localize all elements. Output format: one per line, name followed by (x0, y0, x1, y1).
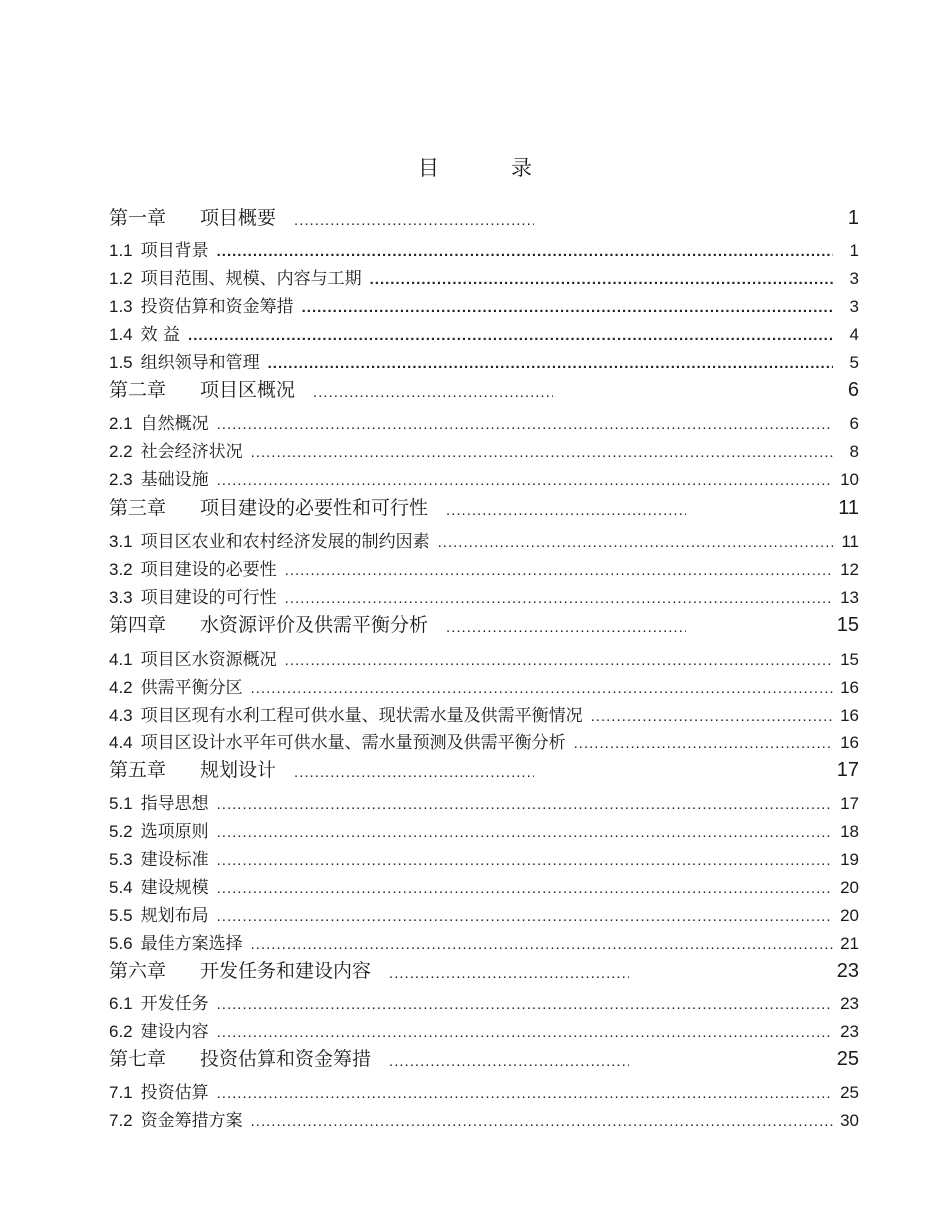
dot-leader (285, 592, 833, 608)
page-number: 18 (840, 822, 859, 841)
dot-leader (389, 967, 629, 983)
page-number: 1 (849, 241, 859, 260)
toc-section-entry[interactable] (109, 526, 859, 552)
page-number: 4 (849, 325, 859, 344)
entry-number: 5.3 (109, 850, 133, 869)
entry-number: 5.6 (109, 934, 133, 953)
dot-leader (438, 536, 833, 552)
page-number: 25 (836, 1048, 859, 1070)
entry-title: 项目区概况 (200, 379, 296, 401)
entry-number: 5.5 (109, 906, 133, 925)
page-number: 25 (840, 1083, 859, 1102)
dot-leader (251, 446, 833, 462)
entry-number: 7.1 (109, 1083, 133, 1102)
toc-section-entry[interactable] (109, 436, 859, 462)
page-number: 19 (840, 850, 859, 869)
entry-number: 3.3 (109, 588, 133, 607)
entry-number: 第六章 (109, 960, 167, 982)
toc-section-entry[interactable] (109, 700, 859, 726)
entry-title: 选项原则 (140, 822, 209, 842)
entry-number: 1.3 (109, 297, 133, 316)
page-number: 6 (847, 379, 859, 401)
toc-section-entry[interactable] (109, 347, 859, 373)
entry-title: 指导思想 (140, 794, 209, 814)
entry-title: 基础设施 (140, 470, 209, 490)
dot-leader (188, 329, 833, 345)
dot-leader (446, 621, 686, 637)
page-number: 11 (841, 532, 859, 551)
entry-number: 5.2 (109, 822, 133, 841)
entry-number: 第七章 (109, 1048, 167, 1070)
toc-title-right: 录 (511, 156, 532, 180)
toc-section-entry[interactable] (109, 291, 859, 317)
entry-number: 第二章 (109, 379, 167, 401)
entry-title: 开发任务 (140, 994, 209, 1014)
page-number: 12 (840, 560, 859, 579)
toc-section-entry[interactable] (109, 816, 859, 842)
entry-number: 4.2 (109, 678, 133, 697)
entry-number: 6.1 (109, 994, 133, 1013)
entry-title: 建设规模 (140, 878, 209, 898)
entry-number: 3.2 (109, 560, 133, 579)
toc-chapter-entry[interactable] (109, 376, 859, 402)
entry-title: 资金筹措方案 (140, 1111, 243, 1131)
toc-section-entry[interactable] (109, 582, 859, 608)
entry-number: 1.2 (109, 269, 133, 288)
entry-number: 第三章 (109, 497, 167, 519)
page-number: 21 (840, 934, 859, 953)
toc-section-entry[interactable] (109, 672, 859, 698)
dot-leader (217, 418, 833, 434)
toc-chapter-entry[interactable] (109, 494, 859, 520)
page-number: 3 (849, 297, 859, 316)
page-number: 6 (849, 414, 859, 433)
page-number: 13 (840, 588, 859, 607)
entry-title: 最佳方案选择 (140, 934, 243, 954)
entry-number: 3.1 (109, 532, 133, 551)
entry-number: 第四章 (109, 614, 167, 636)
dot-leader (217, 826, 833, 842)
toc-section-entry[interactable] (109, 900, 859, 926)
entry-number: 2.1 (109, 414, 133, 433)
dot-leader (251, 1115, 833, 1131)
entry-title: 项目建设的必要性和可行性 (200, 497, 429, 519)
entry-title: 项目建设的可行性 (140, 588, 277, 608)
entry-title: 项目区现有水利工程可供水量、现状需水量及供需平衡情况 (140, 706, 583, 726)
page-number: 23 (840, 1022, 859, 1041)
page-number: 8 (849, 442, 859, 461)
dot-leader (217, 854, 833, 870)
dot-leader (285, 564, 833, 580)
entry-number: 4.3 (109, 706, 133, 725)
toc-chapter-entry[interactable] (109, 611, 859, 637)
dot-leader (217, 1087, 833, 1103)
dot-leader (591, 710, 833, 726)
entry-title: 水资源评价及供需平衡分析 (200, 614, 429, 636)
dot-leader (302, 301, 833, 317)
entry-number: 4.1 (109, 650, 133, 669)
page-number: 20 (840, 878, 859, 897)
toc-section-entry[interactable] (109, 554, 859, 580)
dot-leader (217, 1026, 833, 1042)
entry-number: 7.2 (109, 1111, 133, 1130)
toc-section-entry[interactable] (109, 928, 859, 954)
page-number: 20 (840, 906, 859, 925)
entry-number: 第一章 (109, 207, 167, 229)
entry-number: 2.3 (109, 470, 133, 489)
dot-leader (217, 474, 833, 490)
toc-section-entry[interactable] (109, 235, 859, 261)
page-number: 15 (836, 614, 859, 636)
toc-section-entry[interactable] (109, 1077, 859, 1103)
entry-title: 项目区水资源概况 (140, 650, 277, 670)
entry-title: 项目范围、规模、内容与工期 (140, 269, 362, 289)
toc-chapter-entry[interactable] (109, 1045, 859, 1071)
entry-title: 规划设计 (200, 759, 277, 781)
entry-title: 组织领导和管理 (140, 353, 260, 373)
dot-leader (285, 654, 833, 670)
page-number: 30 (840, 1111, 859, 1130)
page-number: 5 (849, 353, 859, 372)
page-number: 3 (849, 269, 859, 288)
entry-title: 投资估算和资金筹措 (140, 297, 294, 317)
entry-title: 开发任务和建设内容 (200, 960, 372, 982)
toc-title-left: 目 (418, 156, 439, 180)
dot-leader (268, 357, 833, 373)
entry-title: 自然概况 (140, 414, 209, 434)
dot-leader (294, 214, 534, 230)
entry-number: 6.2 (109, 1022, 133, 1041)
dot-leader (251, 682, 833, 698)
toc-section-entry[interactable] (109, 788, 859, 814)
page-number: 16 (840, 706, 859, 725)
entry-title: 效 益 (140, 325, 181, 345)
entry-number: 1.5 (109, 353, 133, 372)
entry-title: 供需平衡分区 (140, 678, 243, 698)
dot-leader (217, 798, 833, 814)
entry-title: 项目区设计水平年可供水量、需水量预测及供需平衡分析 (140, 733, 566, 753)
page-number: 10 (840, 470, 859, 489)
page-number: 1 (847, 207, 859, 229)
page-number: 15 (840, 650, 859, 669)
entry-number: 4.4 (109, 733, 133, 752)
dot-leader (370, 273, 833, 289)
page-number: 17 (836, 759, 859, 781)
entry-title: 建设标准 (140, 850, 209, 870)
entry-title: 项目区农业和农村经济发展的制约因素 (140, 532, 430, 552)
dot-leader (251, 938, 833, 954)
toc-title (0, 152, 950, 182)
toc-section-entry[interactable] (109, 464, 859, 490)
entry-title: 项目建设的必要性 (140, 560, 277, 580)
entry-title: 建设内容 (140, 1022, 209, 1042)
entry-title: 投资估算和资金筹措 (200, 1048, 372, 1070)
dot-leader (217, 998, 833, 1014)
entry-number: 5.4 (109, 878, 133, 897)
page-number: 16 (840, 733, 859, 752)
dot-leader (389, 1055, 629, 1071)
dot-leader (217, 882, 833, 898)
dot-leader (294, 766, 534, 782)
toc-section-entry[interactable] (109, 872, 859, 898)
page-number: 11 (838, 497, 859, 519)
entry-title: 项目背景 (140, 241, 209, 261)
dot-leader (313, 386, 553, 402)
toc-section-entry[interactable] (109, 988, 859, 1014)
dot-leader (446, 504, 686, 520)
entry-number: 5.1 (109, 794, 133, 813)
toc-chapter-entry[interactable] (109, 756, 859, 782)
entry-number: 2.2 (109, 442, 133, 461)
toc-chapter-entry[interactable] (109, 957, 859, 983)
page-number: 17 (840, 794, 859, 813)
dot-leader (217, 910, 833, 926)
page-number: 23 (836, 960, 859, 982)
entry-number: 1.4 (109, 325, 133, 344)
toc-section-entry[interactable] (109, 1105, 859, 1131)
entry-title: 项目概要 (200, 207, 277, 229)
entry-title: 投资估算 (140, 1083, 209, 1103)
entry-number: 1.1 (109, 241, 133, 260)
entry-number: 第五章 (109, 759, 167, 781)
toc-section-entry[interactable] (109, 263, 859, 289)
toc-section-entry[interactable] (109, 408, 859, 434)
toc-chapter-entry[interactable] (109, 204, 859, 230)
toc-section-entry[interactable] (109, 727, 859, 753)
dot-leader (217, 245, 833, 261)
toc-section-entry[interactable] (109, 644, 859, 670)
page-number: 16 (840, 678, 859, 697)
toc-section-entry[interactable] (109, 1016, 859, 1042)
toc-section-entry[interactable] (109, 844, 859, 870)
page-number: 23 (840, 994, 859, 1013)
toc-section-entry[interactable] (109, 319, 859, 345)
dot-leader (574, 737, 833, 753)
entry-title: 规划布局 (140, 906, 209, 926)
entry-title: 社会经济状况 (140, 442, 243, 462)
